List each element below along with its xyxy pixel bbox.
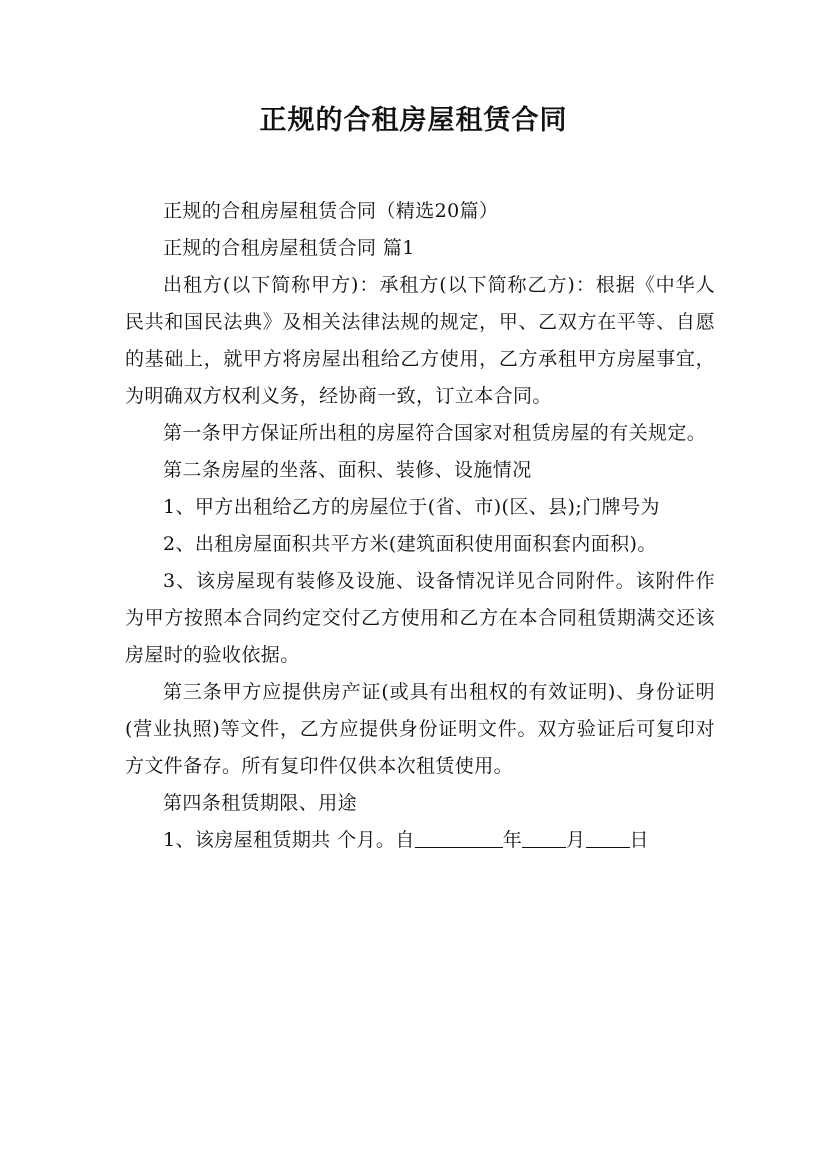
month-label: 月 <box>566 829 586 851</box>
paragraph-section-heading: 正规的合租房屋租赁合同 篇1 <box>163 237 415 259</box>
month-blank <box>522 829 566 848</box>
document-title: 正规的合租房屋租赁合同 <box>259 105 568 136</box>
paragraph-article-2-item-2: 2、出租房屋面积共平方米(建筑面积使用面积套内面积)。 <box>163 533 657 555</box>
document-body <box>125 193 715 859</box>
paragraph-article-1: 第一条甲方保证所出租的房屋符合国家对租赁房屋的有关规定。 <box>163 422 707 444</box>
day-blank <box>586 829 630 848</box>
paragraph-article-3: 第三条甲方应提供房产证(或具有出租权的有效证明)、身份证明(营业执照)等文件，乙方应提供身份证明文件。双方验证后可复印对方文件备存。所有复印件仅供本次租赁使用。 <box>125 681 715 777</box>
year-label: 年 <box>502 829 523 851</box>
paragraph-subtitle: 正规的合租房屋租赁合同（精选20篇） <box>163 200 499 222</box>
paragraph-article-2-item-3: 3、该房屋现有装修及设施、设备情况详见合同附件。该附件作为甲方按照本合同约定交付乙方使用和乙方在本合同租赁期满交还该房屋时的验收依据。 <box>125 570 715 666</box>
day-label: 日 <box>629 829 649 851</box>
year-blank <box>415 829 503 848</box>
paragraph-article-4-heading: 第四条租赁期限、用途 <box>163 792 358 814</box>
lease-term-prefix: 1、该房屋租赁期共 个月。自 <box>163 829 415 851</box>
paragraph-article-2-heading: 第二条房屋的坐落、面积、装修、设施情况 <box>163 459 532 481</box>
paragraph-article-2-item-1: 1、甲方出租给乙方的房屋位于(省、市)(区、县);门牌号为 <box>163 496 660 518</box>
paragraph-parties: 出租方(以下简称甲方)：承租方(以下简称乙方)：根据《中华人民共和国民法典》及相关法律法规的规定，甲、乙双方在平等、自愿的基础上，就甲方将房屋出租给乙方使用，乙方承租甲方房屋事宜，为明确双方权利义务，经协商一致，订立本合同。 <box>125 274 715 407</box>
paragraph-article-4-item-1 <box>125 822 715 859</box>
